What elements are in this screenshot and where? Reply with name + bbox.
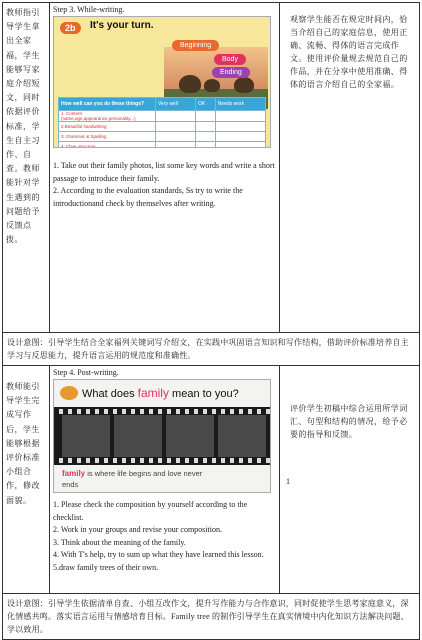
film-frame	[166, 415, 214, 457]
evaluation-col-ok: OK	[196, 98, 216, 111]
page-number: 1	[286, 477, 290, 486]
list-item: 4. With T's help, try to sum up what they have learned this lesson.	[53, 550, 264, 559]
table-row	[59, 142, 266, 149]
film-frame	[218, 415, 266, 457]
criterion-label: 3. Grammar & Spelling	[59, 132, 156, 142]
family-caption-line2: ends	[62, 480, 79, 489]
criterion-label: 4. Clear structure.	[59, 142, 156, 149]
list-item: 1. Take out their family photos, list some key words and write a short passage to introduce their family.	[53, 161, 275, 183]
list-item: 1. Please check the composition by yourself according to the checklist.	[53, 500, 248, 522]
step3-task-list	[53, 160, 276, 210]
list-item: 2. Work in your groups and revise your composition.	[53, 525, 222, 534]
evaluation-header-row	[59, 98, 266, 111]
animal-silhouette	[234, 77, 254, 93]
step4-content	[50, 366, 290, 593]
step4-teacher-activity: 教师能引导学生完成写作后，学生能够根据评价标准小组合作，修改面貌。	[3, 366, 50, 593]
pill-body: Body	[214, 54, 246, 65]
lesson-table	[2, 2, 420, 640]
step4-title: Step 4. Post-writing.	[53, 368, 119, 377]
step4-design-intent: 设计意图：引导学生依据清单自查、小组互改作文，提升写作能力与合作意识，同时促使学生思考家庭意义，深化情感共鸣。落实语言运用与情感培育目标。Family tree 的制作引导学生在真实情境中内化知识方法解决问题、学以致用。	[7, 599, 409, 634]
step3-teacher-activity: 教师指引导学生拿出全家福，学生能够写家庭介绍短文，同时依据评价标准，学生自主习作、自查。教师能针对学生遇到的问题给予反馈点拨。	[3, 3, 50, 332]
step4-design-row	[3, 594, 419, 639]
evaluation-question: How well can you do these things?	[59, 98, 156, 111]
family-caption: family is where life begins and love never	[62, 469, 203, 478]
exercise-badge: 2b	[60, 22, 81, 34]
evaluation-table	[58, 97, 266, 148]
list-item: 5.draw family trees of their own.	[53, 562, 159, 572]
criterion-label: 1. Content (name,age,appearance,personality...)	[59, 111, 156, 122]
your-turn-image	[53, 16, 271, 148]
table-row	[59, 122, 266, 132]
film-frame	[62, 415, 110, 457]
pill-beginning: Beginning	[172, 40, 219, 51]
film-holes	[54, 458, 270, 463]
step3-content	[50, 3, 280, 332]
animal-silhouette	[204, 79, 220, 92]
your-turn-heading: It's your turn.	[90, 20, 154, 31]
table-row	[59, 111, 266, 122]
step3-title: Step 3. While-writing.	[53, 5, 125, 14]
evaluation-col-needs-work: Needs work	[215, 98, 265, 111]
step3-design-row	[3, 333, 419, 366]
step4-task-list	[53, 499, 276, 574]
list-item: 2. According to the evaluation standards, Ss try to write the introductionand check by themselves after writing.	[53, 186, 243, 208]
family-meaning-image	[53, 379, 271, 493]
film-frame	[114, 415, 162, 457]
list-item: 3. Think about the meaning of the family.	[53, 537, 186, 547]
step3-evaluation: 观察学生能否在规定时间内，恰当介绍自己的家庭信息，使用正确、流畅、得体的语言完成作文。使用评价量规去规范自己的作品，并在分享中使用准确、得体的语言介绍自己的全家福。	[290, 15, 408, 89]
step4-evaluation: 评价学生初稿中综合运用所学词汇、句型和结构的情况，给予必要的指导和反馈。	[290, 404, 408, 439]
animal-silhouette	[179, 75, 201, 93]
step4-row	[3, 366, 419, 594]
family-question-heading: What does family mean to you?	[82, 386, 239, 400]
step3-design-intent: 设计意图：引导学生结合全家福列关键词写介绍文，在实践中巩固语言知识和写作结构，借助评价标准培养自主学习与反思能力，提升语言运用的规范度和准确性。	[7, 338, 409, 360]
evaluation-col-very-well: Very well	[156, 98, 196, 111]
pill-ending: Ending	[212, 67, 250, 78]
family-word: family	[137, 386, 169, 400]
table-row	[59, 132, 266, 142]
step3-row	[3, 3, 419, 333]
speech-bubble-icon	[60, 386, 78, 400]
film-holes	[54, 409, 270, 414]
criterion-label: 2.Beautiful handwriting	[59, 122, 156, 132]
